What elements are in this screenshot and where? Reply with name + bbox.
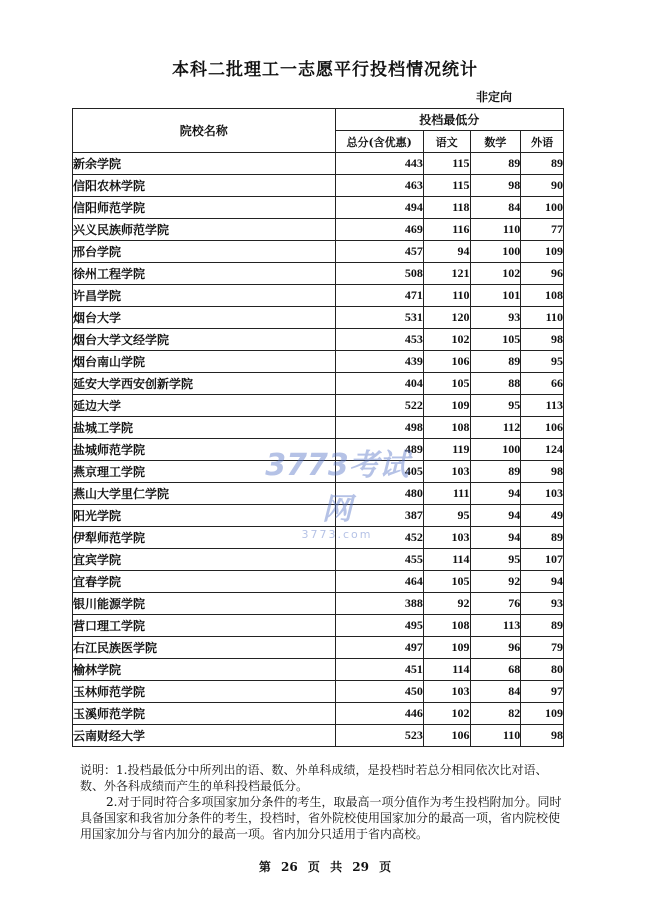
header-min-score: 投档最低分 <box>335 109 563 131</box>
total-score-cell: 451 <box>335 659 423 681</box>
chinese-score-cell: 121 <box>423 263 470 285</box>
english-score-cell: 94 <box>521 571 564 593</box>
chinese-score-cell: 103 <box>423 527 470 549</box>
chinese-score-cell: 103 <box>423 681 470 703</box>
total-score-cell: 443 <box>335 153 423 175</box>
math-score-cell: 84 <box>470 197 521 219</box>
math-score-cell: 105 <box>470 329 521 351</box>
english-score-cell: 79 <box>521 637 564 659</box>
table-row <box>73 549 564 571</box>
table-row <box>73 637 564 659</box>
math-score-cell: 84 <box>470 681 521 703</box>
math-score-cell: 100 <box>470 439 521 461</box>
english-score-cell: 90 <box>521 175 564 197</box>
chinese-score-cell: 118 <box>423 197 470 219</box>
math-score-cell: 102 <box>470 263 521 285</box>
table-row <box>73 527 564 549</box>
school-name-cell: 新余学院 <box>73 153 336 175</box>
total-score-cell: 453 <box>335 329 423 351</box>
english-score-cell: 66 <box>521 373 564 395</box>
score-table <box>72 108 564 747</box>
english-score-cell: 97 <box>521 681 564 703</box>
math-score-cell: 95 <box>470 395 521 417</box>
total-score-cell: 463 <box>335 175 423 197</box>
chinese-score-cell: 105 <box>423 373 470 395</box>
total-score-cell: 457 <box>335 241 423 263</box>
total-score-cell: 523 <box>335 725 423 747</box>
math-score-cell: 88 <box>470 373 521 395</box>
table-row <box>73 219 564 241</box>
table-row <box>73 505 564 527</box>
chinese-score-cell: 108 <box>423 615 470 637</box>
chinese-score-cell: 115 <box>423 153 470 175</box>
table-row <box>73 681 564 703</box>
chinese-score-cell: 102 <box>423 703 470 725</box>
school-name-cell: 玉溪师范学院 <box>73 703 336 725</box>
math-score-cell: 96 <box>470 637 521 659</box>
math-score-cell: 93 <box>470 307 521 329</box>
total-score-cell: 387 <box>335 505 423 527</box>
math-score-cell: 89 <box>470 461 521 483</box>
total-score-cell: 531 <box>335 307 423 329</box>
total-score-cell: 455 <box>335 549 423 571</box>
math-score-cell: 112 <box>470 417 521 439</box>
school-name-cell: 右江民族医学院 <box>73 637 336 659</box>
table-row <box>73 285 564 307</box>
school-name-cell: 邢台学院 <box>73 241 336 263</box>
total-score-cell: 439 <box>335 351 423 373</box>
chinese-score-cell: 116 <box>423 219 470 241</box>
math-score-cell: 89 <box>470 351 521 373</box>
table-row <box>73 241 564 263</box>
school-name-cell: 宜春学院 <box>73 571 336 593</box>
school-name-cell: 延边大学 <box>73 395 336 417</box>
school-name-cell: 烟台大学文经学院 <box>73 329 336 351</box>
chinese-score-cell: 103 <box>423 461 470 483</box>
english-score-cell: 80 <box>521 659 564 681</box>
chinese-score-cell: 108 <box>423 417 470 439</box>
note-1: 说明：1.投档最低分中所列出的语、数、外单科成绩，是投档时若总分相同依次比对语、数、外各科成绩而产生的单科投档最低分。 <box>80 763 548 793</box>
school-name-cell: 烟台大学 <box>73 307 336 329</box>
total-score-cell: 388 <box>335 593 423 615</box>
english-score-cell: 89 <box>521 615 564 637</box>
school-name-cell: 榆林学院 <box>73 659 336 681</box>
chinese-score-cell: 120 <box>423 307 470 329</box>
table-row <box>73 175 564 197</box>
school-name-cell: 信阳农林学院 <box>73 175 336 197</box>
chinese-score-cell: 106 <box>423 725 470 747</box>
english-score-cell: 103 <box>521 483 564 505</box>
math-score-cell: 68 <box>470 659 521 681</box>
english-score-cell: 106 <box>521 417 564 439</box>
chinese-score-cell: 105 <box>423 571 470 593</box>
school-name-cell: 银川能源学院 <box>73 593 336 615</box>
total-score-cell: 450 <box>335 681 423 703</box>
school-name-cell: 阳光学院 <box>73 505 336 527</box>
school-name-cell: 燕山大学里仁学院 <box>73 483 336 505</box>
school-name-cell: 盐城师范学院 <box>73 439 336 461</box>
chinese-score-cell: 94 <box>423 241 470 263</box>
english-score-cell: 49 <box>521 505 564 527</box>
total-score-cell: 480 <box>335 483 423 505</box>
math-score-cell: 100 <box>470 241 521 263</box>
header-math: 数学 <box>470 131 521 153</box>
chinese-score-cell: 115 <box>423 175 470 197</box>
table-row <box>73 263 564 285</box>
total-score-cell: 405 <box>335 461 423 483</box>
school-name-cell: 玉林师范学院 <box>73 681 336 703</box>
table-row <box>73 439 564 461</box>
english-score-cell: 98 <box>521 461 564 483</box>
table-row <box>73 153 564 175</box>
english-score-cell: 89 <box>521 527 564 549</box>
english-score-cell: 109 <box>521 241 564 263</box>
chinese-score-cell: 95 <box>423 505 470 527</box>
math-score-cell: 94 <box>470 505 521 527</box>
school-name-cell: 徐州工程学院 <box>73 263 336 285</box>
header-chinese: 语文 <box>423 131 470 153</box>
chinese-score-cell: 114 <box>423 549 470 571</box>
table-row <box>73 417 564 439</box>
chinese-score-cell: 119 <box>423 439 470 461</box>
total-score-cell: 495 <box>335 615 423 637</box>
school-name-cell: 伊犁师范学院 <box>73 527 336 549</box>
english-score-cell: 77 <box>521 219 564 241</box>
math-score-cell: 94 <box>470 483 521 505</box>
school-name-cell: 许昌学院 <box>73 285 336 307</box>
math-score-cell: 101 <box>470 285 521 307</box>
table-row <box>73 329 564 351</box>
math-score-cell: 98 <box>470 175 521 197</box>
chinese-score-cell: 106 <box>423 351 470 373</box>
english-score-cell: 109 <box>521 703 564 725</box>
school-name-cell: 烟台南山学院 <box>73 351 336 373</box>
total-score-cell: 469 <box>335 219 423 241</box>
notes-section <box>80 762 564 842</box>
school-name-cell: 兴义民族师范学院 <box>73 219 336 241</box>
table-row <box>73 703 564 725</box>
math-score-cell: 95 <box>470 549 521 571</box>
chinese-score-cell: 110 <box>423 285 470 307</box>
table-row <box>73 659 564 681</box>
table-row <box>73 373 564 395</box>
school-name-cell: 营口理工学院 <box>73 615 336 637</box>
math-score-cell: 110 <box>470 725 521 747</box>
note-2: 2.对于同时符合多项国家加分条件的考生，取最高一项分值作为考生投档附加分。同时具备国家和我省加分条件的考生，投档时，省外院校使用国家加分的最高一项，省内院校使用国家加分与省内加分的最高一项。省内加分只适用于省内高校。 <box>80 795 562 841</box>
math-score-cell: 89 <box>470 153 521 175</box>
english-score-cell: 124 <box>521 439 564 461</box>
table-row <box>73 615 564 637</box>
total-score-cell: 404 <box>335 373 423 395</box>
document-title: 本科二批理工一志愿平行投档情况统计 <box>172 60 478 80</box>
english-score-cell: 89 <box>521 153 564 175</box>
total-score-cell: 497 <box>335 637 423 659</box>
math-score-cell: 110 <box>470 219 521 241</box>
table-row <box>73 461 564 483</box>
table-row <box>73 593 564 615</box>
chinese-score-cell: 109 <box>423 637 470 659</box>
english-score-cell: 107 <box>521 549 564 571</box>
watermark-main-text: 3773考试网 <box>265 448 409 527</box>
math-score-cell: 76 <box>470 593 521 615</box>
table-row <box>73 483 564 505</box>
total-score-cell: 494 <box>335 197 423 219</box>
document-subtitle: 非定向 <box>476 90 513 104</box>
header-total: 总分(含优惠) <box>335 131 423 153</box>
watermark-sub-text: 3773.com <box>301 528 373 541</box>
table-row <box>73 307 564 329</box>
total-score-cell: 489 <box>335 439 423 461</box>
math-score-cell: 94 <box>470 527 521 549</box>
total-score-cell: 498 <box>335 417 423 439</box>
total-score-cell: 522 <box>335 395 423 417</box>
table-row <box>73 725 564 747</box>
header-english: 外语 <box>521 131 564 153</box>
english-score-cell: 110 <box>521 307 564 329</box>
chinese-score-cell: 109 <box>423 395 470 417</box>
chinese-score-cell: 102 <box>423 329 470 351</box>
chinese-score-cell: 92 <box>423 593 470 615</box>
english-score-cell: 93 <box>521 593 564 615</box>
score-table-body <box>73 153 564 747</box>
total-score-cell: 471 <box>335 285 423 307</box>
school-name-cell: 宜宾学院 <box>73 549 336 571</box>
school-name-cell: 延安大学西安创新学院 <box>73 373 336 395</box>
english-score-cell: 96 <box>521 263 564 285</box>
total-score-cell: 446 <box>335 703 423 725</box>
math-score-cell: 82 <box>470 703 521 725</box>
english-score-cell: 98 <box>521 725 564 747</box>
school-name-cell: 燕京理工学院 <box>73 461 336 483</box>
english-score-cell: 98 <box>521 329 564 351</box>
page-footer: 第 26 页 共 29 页 <box>258 860 392 874</box>
total-score-cell: 508 <box>335 263 423 285</box>
total-score-cell: 452 <box>335 527 423 549</box>
math-score-cell: 92 <box>470 571 521 593</box>
chinese-score-cell: 114 <box>423 659 470 681</box>
total-score-cell: 464 <box>335 571 423 593</box>
school-name-cell: 盐城工学院 <box>73 417 336 439</box>
table-row <box>73 571 564 593</box>
english-score-cell: 113 <box>521 395 564 417</box>
header-school-name: 院校名称 <box>73 109 336 153</box>
school-name-cell: 云南财经大学 <box>73 725 336 747</box>
math-score-cell: 113 <box>470 615 521 637</box>
english-score-cell: 100 <box>521 197 564 219</box>
english-score-cell: 108 <box>521 285 564 307</box>
table-row <box>73 395 564 417</box>
table-row <box>73 351 564 373</box>
english-score-cell: 95 <box>521 351 564 373</box>
table-row <box>73 197 564 219</box>
school-name-cell: 信阳师范学院 <box>73 197 336 219</box>
chinese-score-cell: 111 <box>423 483 470 505</box>
